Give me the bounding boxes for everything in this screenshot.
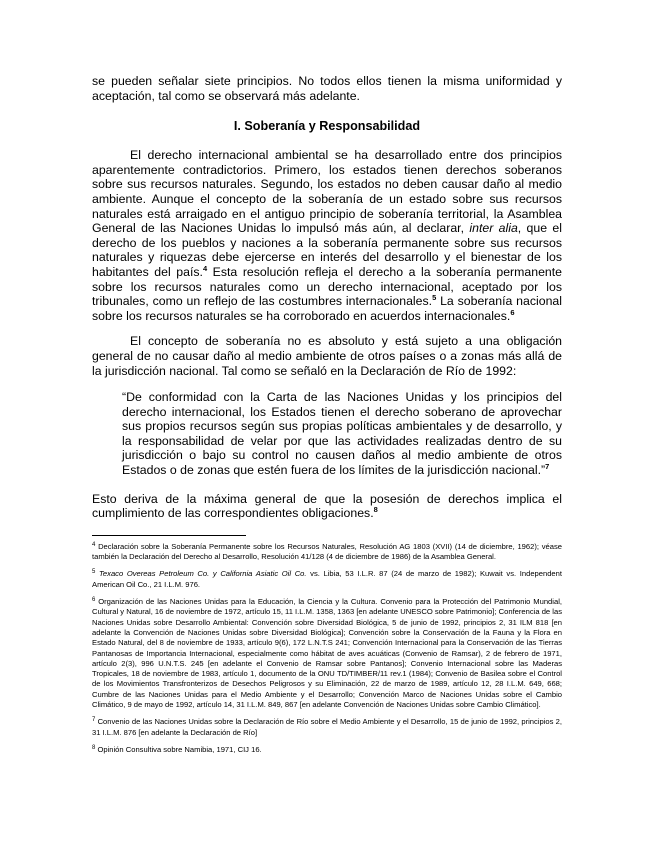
body-paragraph-1: El derecho internacional ambiental se ha desarrollado entre dos principios aparentemente contradictorios. Primero, los estados tienen derechos soberanos sobre sus recursos naturales. Segundo, los estados no deben causar daño al medio ambiente. Aunque el concepto de la soberanía de un estado sobre sus recursos naturales está arraigado en el antiguo principio de soberanía territorial, la Asamblea General de las Naciones Unidas lo impulsó más aún, al declarar, inter alia, que el derecho de los pueblos y naciones a la soberanía permanente sobre sus recursos naturales y riquezas debe ejercerse en interés del desarrollo y el bienestar de los habitantes del país.$^4$ Esta resolución refleja el derecho a la soberanía permanente sobre los recursos naturales como un derecho internacional, aceptado por los tribunales, como un reflejo de las costumbres internacionales.$^5$ La soberanía nacional sobre los recursos naturales se ha corroborado en acuerdos internacionales.$^6$	[92, 148, 562, 323]
page-content	[92, 74, 562, 762]
footnote-4: $^4$ Declaración sobre la Soberanía Permanente sobre los Recursos Naturales, Resolución AG 1803 (XVII) (14 de diciembre, 1962); véase también la Declaración del Derecho al Desarrollo, Resolución 41/128 (4 de diciembre de 1986) de la Asamblea General.	[92, 541, 562, 562]
footnote-ref-8: 8	[373, 505, 378, 515]
footnote-ref-4: 4	[202, 263, 208, 273]
section-heading: I. Soberanía y Responsabilidad	[233, 119, 421, 134]
footnote-ref-7: 7	[545, 462, 550, 472]
intro-paragraph: se pueden señalar siete principios. No todos ellos tienen la misma uniformidad y aceptación, tal como se observará más adelante.	[92, 74, 562, 103]
block-quote: “De conformidad con la Carta de las Naciones Unidas y los principios del derecho internacional, los Estados tienen el derecho soberano de aprovechar sus propios recursos según sus propias políticas ambientales y de desarrollo, y la responsabilidad de velar por que las actividades realizadas dentro de su jurisdicción o bajo su control no causen daños al medio ambiente de otros Estados o de zonas que estén fuera de los límites de la jurisdicción nacional.”$^7$	[122, 390, 562, 478]
footnote-5: $^5$ Texaco Overeas Petroleum Co. y California Asiatic Oil Co. vs. Libia, 53 I.L.R. 87 (24 de marzo de 1982); Kuwait vs. Independent American Oil Co., 21 I.L.M. 976.	[92, 569, 562, 589]
footnote-ref-6: 6	[510, 307, 515, 317]
body-paragraph-3: Esto deriva de la máxima general de que la posesión de derechos implica el cumplimiento de las correspondientes obligaciones.$^8$	[92, 491, 562, 521]
footnote-7: $^7$ Convenio de las Naciones Unidas sobre la Declaración de Río sobre el Medio Ambiente y el Desarrollo, 15 de junio de 1992, principios 2, 31 I.L.M. 876 [en adelante la Declaración de Río]	[92, 717, 562, 737]
footnote-divider	[92, 535, 246, 536]
footnote-ref-5: 5	[432, 293, 437, 303]
footnote-8: $^8$ Opinión Consultiva sobre Namibia, 1971, CIJ 16.	[92, 744, 262, 754]
inter-alia-italic: inter alia	[469, 221, 518, 236]
footnote-6: $^6$ Organización de las Naciones Unidas para la Educación, la Ciencia y la Cultura. Convenio para la Protección del Patrimonio Mundial, Cultural y Natural, 16 de noviembre de 1972, artículo 15, 11 I.L.M. 1358, 1363 [en adelante UNESCO sobre Patrimonio]; Conferencia de las Naciones Unidas sobre Desarrollo Ambiental: Convención sobre Diversidad Biológica, 5 de junio de 1992, principios 2, 31 ILM 818 [en adelante la Convención de Naciones Unidas sobre Diversidad Biológica]; Convención sobre la Conservación de la Fauna y la Flora en Estado Natural, del 8 de noviembre de 1933, artículo 9(6), 172 L.N.T.S 241; Convención Internacional para la Conservación de las Tierras Pantanosas de Importancia Internacional, especialmente como hábitat de aves acuáticas (Convenio de Ramsar), 2 de febrero de 1971, artículo 2(3), 996 U.N.T.S. 245 [en adelante el Convenio de Ramsar sobre Pantanos]; Convenio Internacional sobre las Maderas Tropicales, 18 de noviembre de 1983, artículo 1, documento de la ONU TD/TIMBER/11 rev.1 (1984); Convenio de Basilea sobre el Control de los Movimientos Transfronterizos de Desechos Peligrosos y su Eliminación, 22 de marzo de 1989, artículo 12, 28 I.L.M. 649, 668; Cumbre de las Naciones Unidas para el Medio Ambiente y el Desarrollo; Convención Marco de Naciones Unidas sobre el Cambio Climático, 9 de mayo de 1992, artículo 14, 31 I.L.M. 849, 867 [en adelante Convención de Naciones Unidas sobre Cambio Climático].	[92, 597, 562, 709]
body-paragraph-2: El concepto de soberanía no es absoluto y está sujeto a una obligación general de no causar daño al medio ambiente de otros países o a zonas más allá de la jurisdicción nacional. Tal como se señaló en la Declaración de Río de 1992:	[92, 334, 562, 378]
